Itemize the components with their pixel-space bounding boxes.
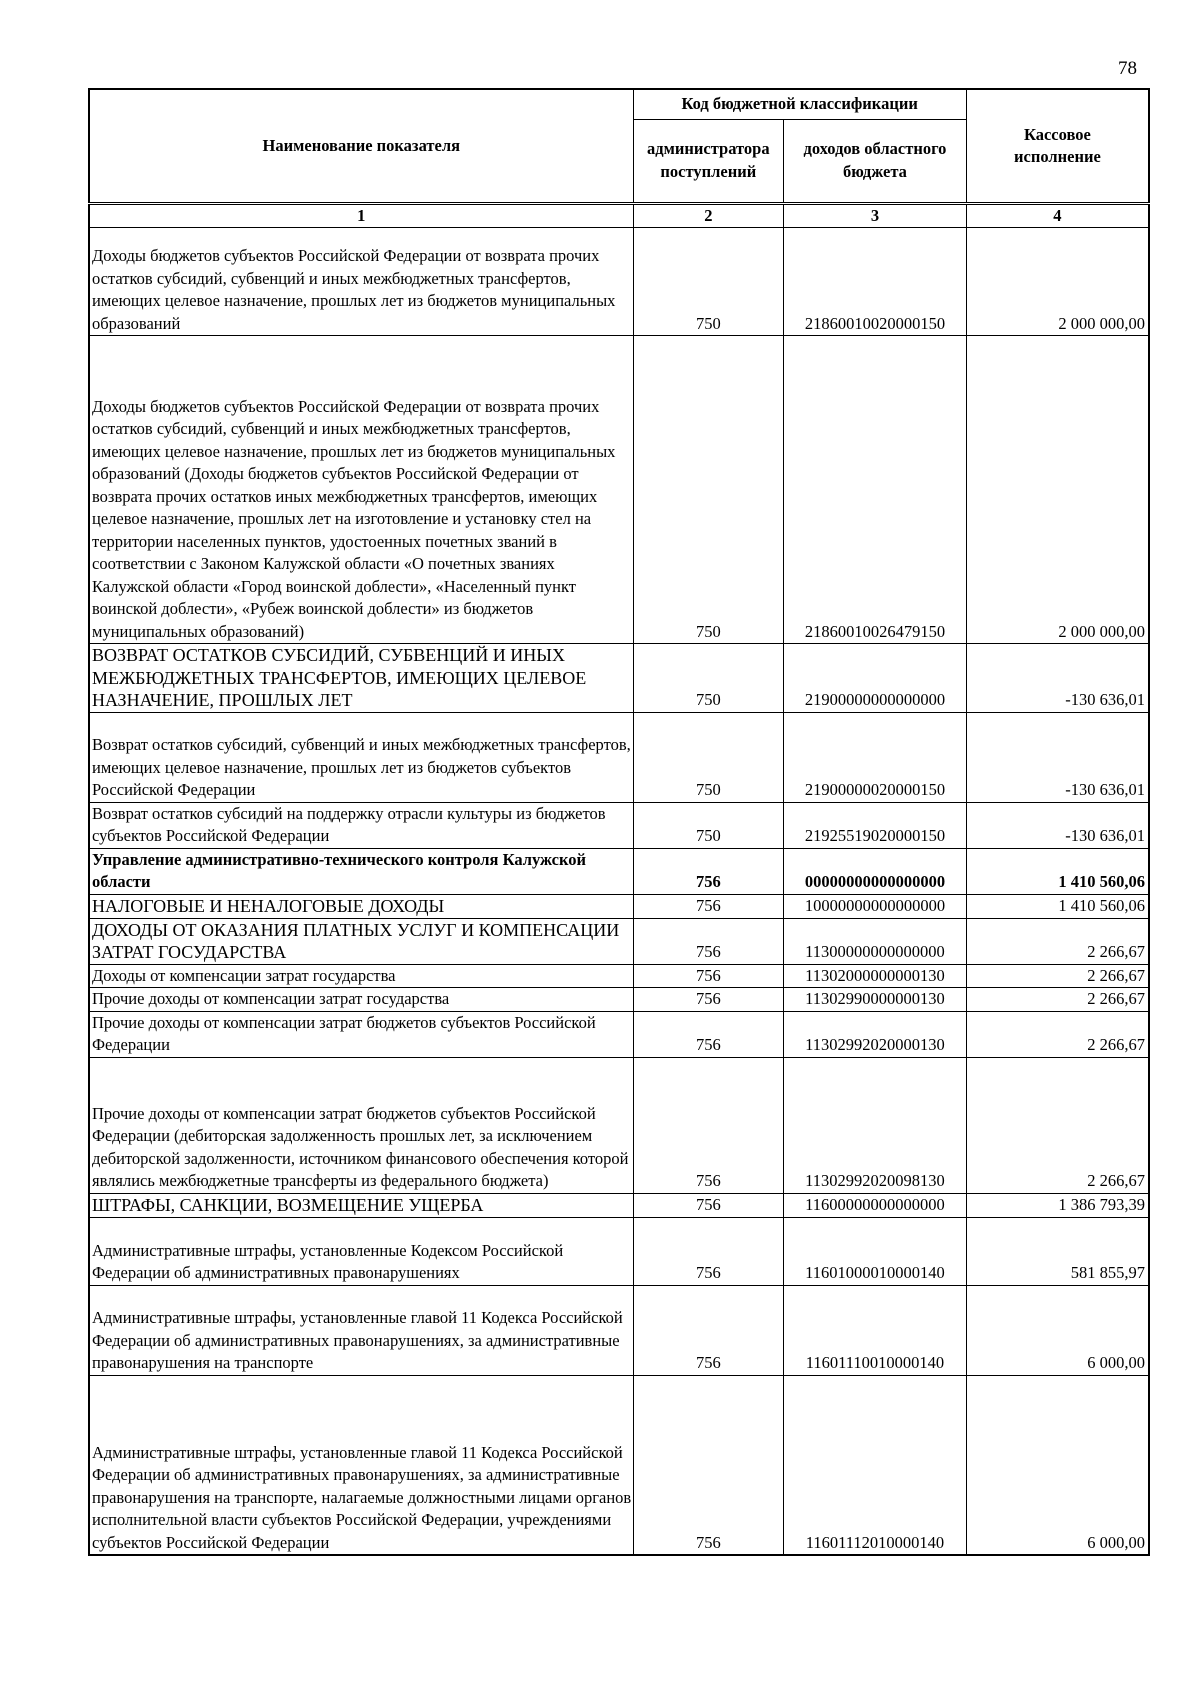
row-name: Возврат остатков субсидий, субвенций и иных межбюджетных трансфертов, имеющих целевое назначение, прошлых лет из бюджетов субъектов Российской Федерации	[89, 712, 633, 802]
table-row	[89, 1375, 1149, 1555]
row-income-code: 11302990000000130	[784, 988, 967, 1012]
header-execution: Кассовое исполнение	[966, 89, 1149, 204]
row-amount: 2 266,67	[966, 1011, 1149, 1057]
table-row	[89, 1217, 1149, 1285]
budget-table	[88, 88, 1150, 1556]
table-row	[89, 802, 1149, 848]
row-name: ВОЗВРАТ ОСТАТКОВ СУБСИДИЙ, СУБВЕНЦИЙ И ИНЫХ МЕЖБЮДЖЕТНЫХ ТРАНСФЕРТОВ, ИМЕЮЩИХ ЦЕЛЕВОЕ НАЗНАЧЕНИЕ, ПРОШЛЫХ ЛЕТ	[89, 644, 633, 713]
row-income-code: 21860010026479150	[784, 336, 967, 644]
row-income-code: 11601000010000140	[784, 1217, 967, 1285]
row-amount: 581 855,97	[966, 1217, 1149, 1285]
row-name: Административные штрафы, установленные главой 11 Кодекса Российской Федерации об административных правонарушениях, за административные правонарушения на транспорте, налагаемые должностными лицами органов исполнительной власти субъектов Российской Федерации, учреждениями субъектов Российской Федерации	[89, 1375, 633, 1555]
table-row	[89, 894, 1149, 918]
column-number-3: 3	[784, 204, 967, 228]
page-number: 78	[1118, 58, 1137, 79]
row-income-code: 11600000000000000	[784, 1193, 967, 1217]
row-name: Управление административно-технического контроля Калужской области	[89, 848, 633, 894]
table-row	[89, 336, 1149, 644]
row-name: Прочие доходы от компенсации затрат бюджетов субъектов Российской Федерации (дебиторская задолженность прошлых лет, за исключением дебиторской задолженности, источником финансового обеспечения которой являлись межбюджетные трансферты из федерального бюджета)	[89, 1057, 633, 1193]
row-admin-code: 756	[633, 988, 784, 1012]
row-admin-code: 756	[633, 1011, 784, 1057]
row-amount: -130 636,01	[966, 712, 1149, 802]
row-name: Прочие доходы от компенсации затрат государства	[89, 988, 633, 1012]
row-income-code: 11300000000000000	[784, 918, 967, 964]
row-income-code: 11302000000000130	[784, 964, 967, 988]
row-amount: 6 000,00	[966, 1375, 1149, 1555]
table-row	[89, 1193, 1149, 1217]
table-row	[89, 712, 1149, 802]
row-name: Возврат остатков субсидий на поддержку отрасли культуры из бюджетов субъектов Российской Федерации	[89, 802, 633, 848]
row-income-code: 11302992020098130	[784, 1057, 967, 1193]
row-amount: 1 410 560,06	[966, 848, 1149, 894]
row-amount: 1 410 560,06	[966, 894, 1149, 918]
header-income: доходов областного бюджета	[784, 119, 967, 203]
row-admin-code: 756	[633, 894, 784, 918]
row-name: ШТРАФЫ, САНКЦИИ, ВОЗМЕЩЕНИЕ УЩЕРБА	[89, 1193, 633, 1217]
row-income-code: 11302992020000130	[784, 1011, 967, 1057]
column-number-2: 2	[633, 204, 784, 228]
row-name: Административные штрафы, установленные Кодексом Российской Федерации об административных правонарушениях	[89, 1217, 633, 1285]
table-row	[89, 1285, 1149, 1375]
table-row	[89, 1057, 1149, 1193]
table-row	[89, 228, 1149, 336]
table-row	[89, 848, 1149, 894]
row-name: Прочие доходы от компенсации затрат бюджетов субъектов Российской Федерации	[89, 1011, 633, 1057]
row-income-code: 11601112010000140	[784, 1375, 967, 1555]
row-admin-code: 756	[633, 1285, 784, 1375]
row-admin-code: 750	[633, 712, 784, 802]
row-name: НАЛОГОВЫЕ И НЕНАЛОГОВЫЕ ДОХОДЫ	[89, 894, 633, 918]
header-admin: администратора поступлений	[633, 119, 784, 203]
row-admin-code: 750	[633, 228, 784, 336]
row-amount: -130 636,01	[966, 802, 1149, 848]
row-name: ДОХОДЫ ОТ ОКАЗАНИЯ ПЛАТНЫХ УСЛУГ И КОМПЕНСАЦИИ ЗАТРАТ ГОСУДАРСТВА	[89, 918, 633, 964]
table-row	[89, 918, 1149, 964]
table-row	[89, 988, 1149, 1012]
row-amount: 2 266,67	[966, 988, 1149, 1012]
table-row	[89, 1011, 1149, 1057]
row-admin-code: 756	[633, 918, 784, 964]
row-name: Доходы бюджетов субъектов Российской Федерации от возврата прочих остатков субсидий, субвенций и иных межбюджетных трансфертов, имеющих целевое назначение, прошлых лет из бюджетов муниципальных образований (Доходы бюджетов субъектов Российской Федерации от возврата прочих остатков иных межбюджетных трансфертов, имеющих целевое назначение, прошлых лет на изготовление и установку стел на территории населенных пунктов, удостоенных почетных званий в соответствии с Законом Калужской области «О почетных званиях Калужской области «Город воинской доблести», «Населенный пункт воинской доблести», «Рубеж воинской доблести» из бюджетов муниципальных образований)	[89, 336, 633, 644]
row-amount: 2 266,67	[966, 918, 1149, 964]
row-admin-code: 756	[633, 964, 784, 988]
row-admin-code: 750	[633, 644, 784, 713]
row-amount: 6 000,00	[966, 1285, 1149, 1375]
row-income-code: 21925519020000150	[784, 802, 967, 848]
header-code-group: Код бюджетной классификации	[633, 89, 966, 119]
row-amount: 2 000 000,00	[966, 336, 1149, 644]
row-amount: 2 266,67	[966, 964, 1149, 988]
row-admin-code: 756	[633, 1375, 784, 1555]
row-admin-code: 756	[633, 1217, 784, 1285]
row-admin-code: 756	[633, 848, 784, 894]
column-number-1: 1	[89, 204, 633, 228]
table-row	[89, 964, 1149, 988]
row-income-code: 21860010020000150	[784, 228, 967, 336]
row-admin-code: 756	[633, 1193, 784, 1217]
row-income-code: 11601110010000140	[784, 1285, 967, 1375]
row-amount: -130 636,01	[966, 644, 1149, 713]
table-row	[89, 644, 1149, 713]
row-admin-code: 756	[633, 1057, 784, 1193]
row-income-code: 10000000000000000	[784, 894, 967, 918]
row-name: Административные штрафы, установленные главой 11 Кодекса Российской Федерации об административных правонарушениях, за административные правонарушения на транспорте	[89, 1285, 633, 1375]
row-admin-code: 750	[633, 336, 784, 644]
row-amount: 2 266,67	[966, 1057, 1149, 1193]
row-income-code: 21900000000000000	[784, 644, 967, 713]
column-number-4: 4	[966, 204, 1149, 228]
header-name: Наименование показателя	[89, 89, 633, 204]
row-admin-code: 750	[633, 802, 784, 848]
row-name: Доходы от компенсации затрат государства	[89, 964, 633, 988]
row-name: Доходы бюджетов субъектов Российской Федерации от возврата прочих остатков субсидий, субвенций и иных межбюджетных трансфертов, имеющих целевое назначение, прошлых лет из бюджетов муниципальных образований	[89, 228, 633, 336]
row-amount: 2 000 000,00	[966, 228, 1149, 336]
row-income-code: 21900000020000150	[784, 712, 967, 802]
row-income-code: 00000000000000000	[784, 848, 967, 894]
row-amount: 1 386 793,39	[966, 1193, 1149, 1217]
